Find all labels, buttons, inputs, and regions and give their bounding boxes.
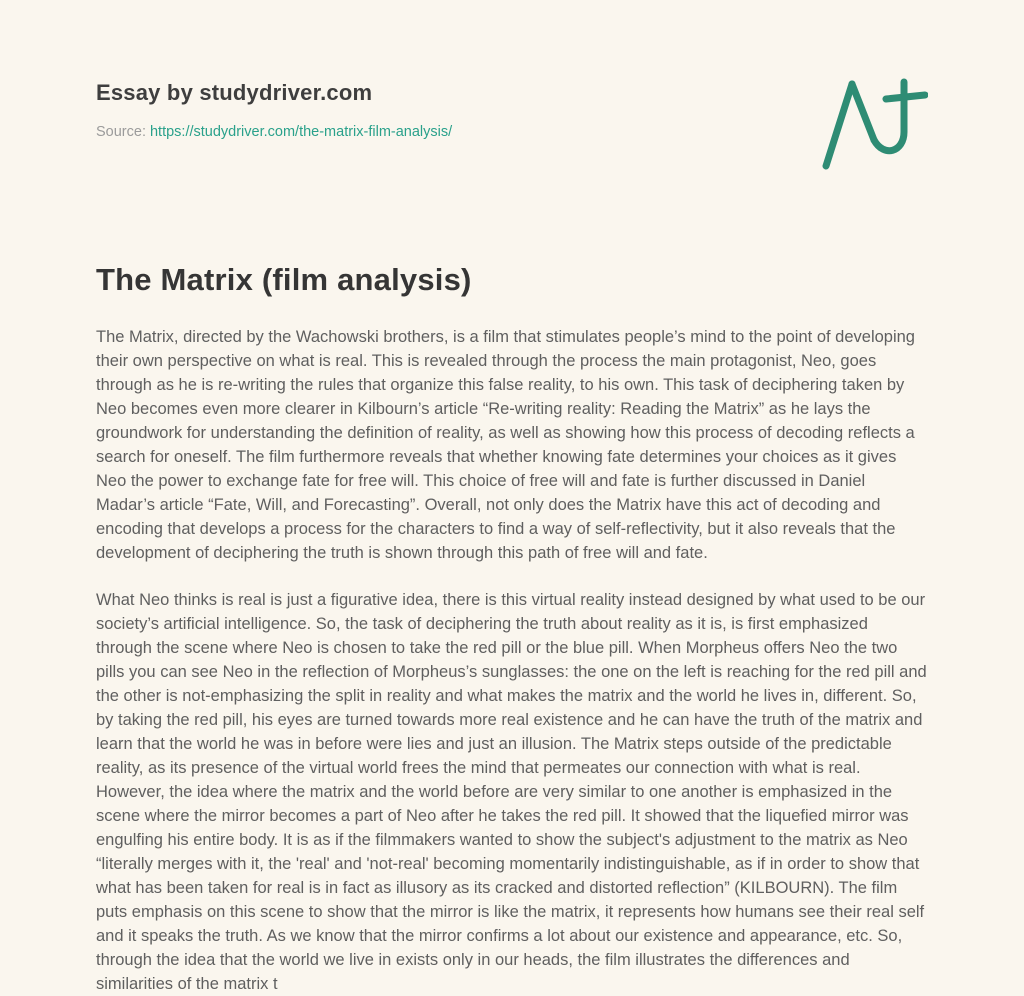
page-header	[96, 78, 928, 170]
essay-paragraph-2: What Neo thinks is real is just a figurative idea, there is this virtual reality instead designed by what used to be our society’s artificial intelligence. So, the task of deciphering the truth about reality as it is, is first emphasized through the scene where Neo is chosen to take the red pill or the blue pill. When Morpheus offers Neo the two pills you can see Neo in the reflection of Morpheus’s sunglasses: the one on the left is reaching for the red pill and the other is not-emphasizing the split in reality and what makes the matrix and the world he lives in, different. So, by taking the red pill, his eyes are turned towards more real existence and he can have the truth of the matrix and learn that the world he was in before were lies and just an illusion. The Matrix steps outside of the predictable reality, as its presence of the virtual world frees the mind that permeates our connection with what is real. However, the idea where the matrix and the world before are very similar to one another is emphasized in the scene where the mirror becomes a part of Neo after he takes the red pill. It showed that the liquefied mirror was engulfing his entire body. It is as if the filmmakers wanted to show the subject's adjustment to the matrix as Neo “literally merges with it, the 'real' and 'not-real' becoming momentarily indistinguishable, as if in order to show that what has been taken for real is in fact as illusory as its cracked and distorted reflection” (KILBOURN). The film puts emphasis on this scene to show that the mirror is like the matrix, it represents how humans see their real self and it speaks the truth. As we know that the mirror confirms a lot about our existence and appearance, etc. So, through the idea that the world we live in exists only in our heads, the film illustrates the differences and similarities of the matrix t	[96, 591, 927, 993]
source-line	[96, 124, 452, 140]
byline: Essay by studydriver.com	[96, 80, 373, 105]
source-link[interactable]: https://studydriver.com/the-matrix-film-analysis/	[149, 124, 453, 140]
essay-body	[96, 325, 928, 996]
studydriver-logo-icon	[822, 78, 928, 170]
essay-paragraph-1: The Matrix, directed by the Wachowski brothers, is a film that stimulates people’s mind to the point of developing their own perspective on what is real. This is revealed through the process the main protagonist, Neo, goes through as he is re-writing the rules that organize this false reality, to his own. This task of deciphering taken by Neo becomes even more clearer in Kilbourn’s article “Re-writing reality: Reading the Matrix” as he lays the groundwork for understanding the definition of reality, as well as showing how this process of decoding reflects a search for oneself. The film furthermore reveals that whether knowing fate determines your choices as it gives Neo the power to exchange fate for free will. This choice of free will and fate is further discussed in Daniel Madar’s article “Fate, Will, and Forecasting”. Overall, not only does the Matrix have this act of decoding and encoding that develops a process for the characters to find a way of self-reflectivity, but it also reveals that the development of deciphering the truth is shown through this path of free will and fate.	[96, 328, 915, 562]
essay-title: The Matrix (film analysis)	[96, 262, 472, 297]
source-label: Source:	[96, 124, 146, 140]
header-text-block	[96, 78, 452, 155]
studydriver-logo	[822, 78, 928, 170]
